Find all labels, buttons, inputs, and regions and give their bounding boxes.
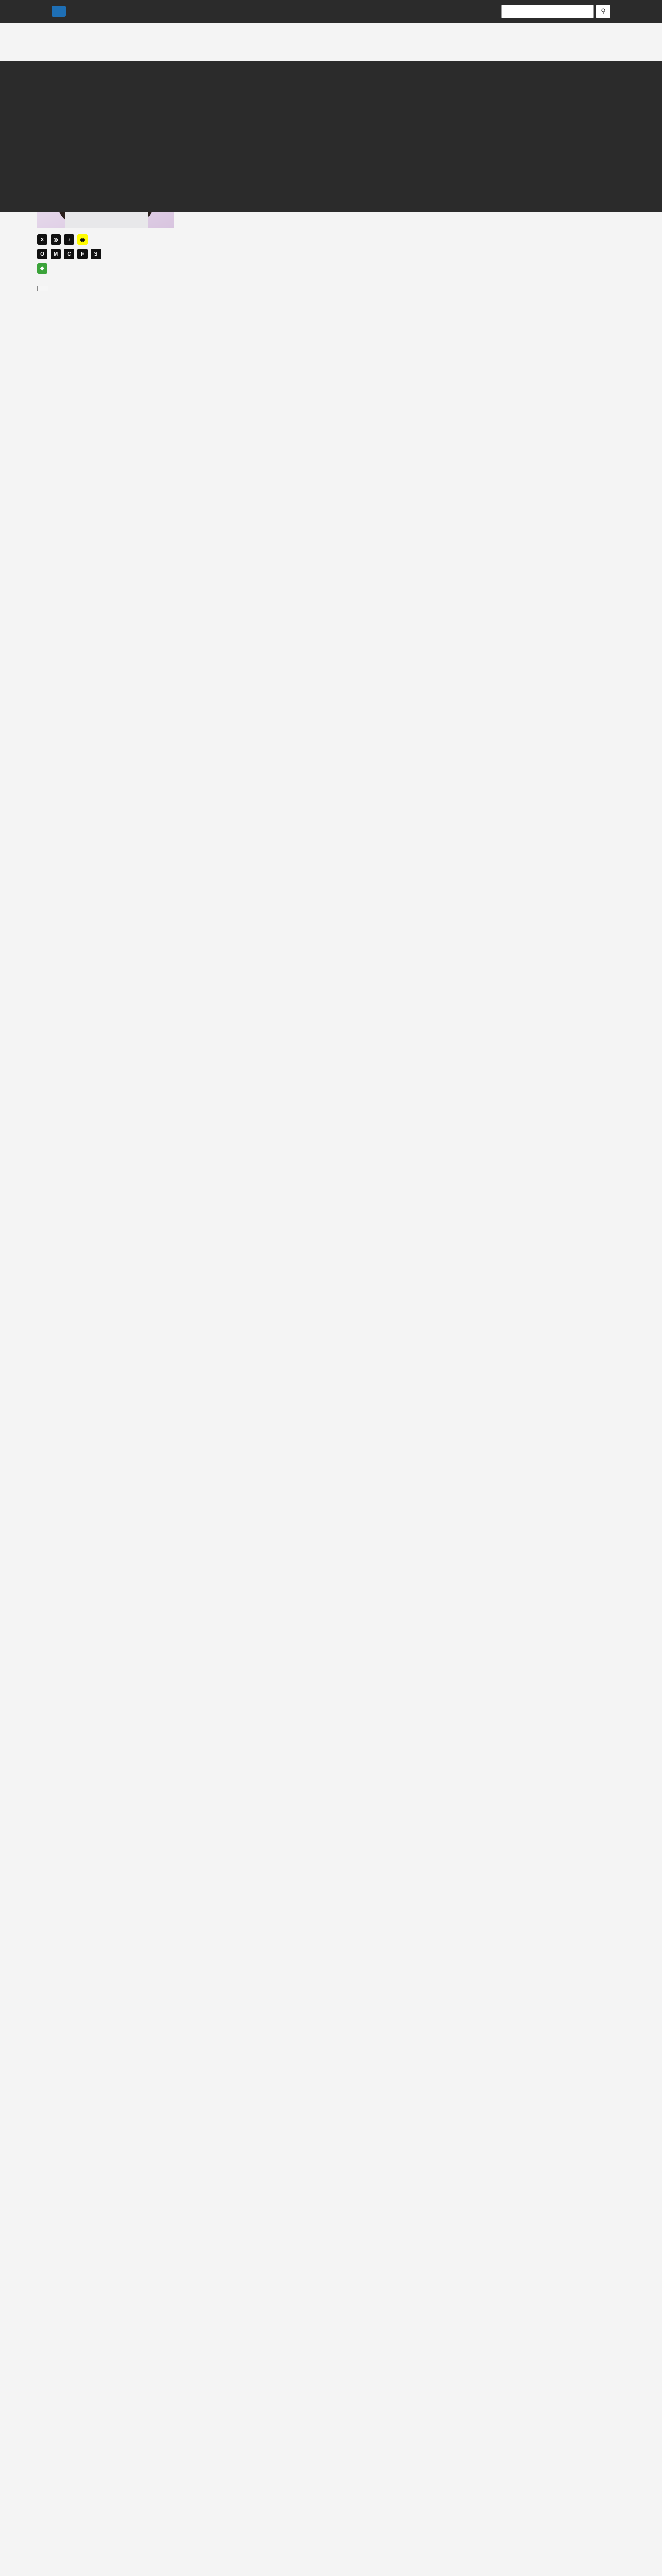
fansly-icon[interactable]: F [77,249,88,259]
top-navbar [0,0,662,23]
links-icons [37,263,174,274]
x-icon[interactable]: X [37,234,47,245]
manyvids-icon[interactable]: M [51,249,61,259]
search-icon[interactable]: ⚲ [596,5,610,18]
clips-icon[interactable]: C [64,249,74,259]
footer-copyright [438,75,608,79]
snapchat-icon[interactable]: ◉ [77,234,88,245]
submit-bio-corrections-button[interactable] [37,286,48,291]
platform-icons [37,249,174,259]
site-logo[interactable] [52,6,66,17]
store-icon[interactable]: S [91,249,101,259]
tiktok-icon[interactable]: ♪ [64,234,74,245]
site-footer [0,61,662,212]
social-icons [37,234,174,245]
page-title [37,35,662,61]
onlyfans-icon[interactable]: O [37,249,47,259]
link-icon[interactable]: ◆ [37,263,47,274]
instagram-icon[interactable]: ◎ [51,234,61,245]
site-search-input[interactable] [501,5,594,18]
